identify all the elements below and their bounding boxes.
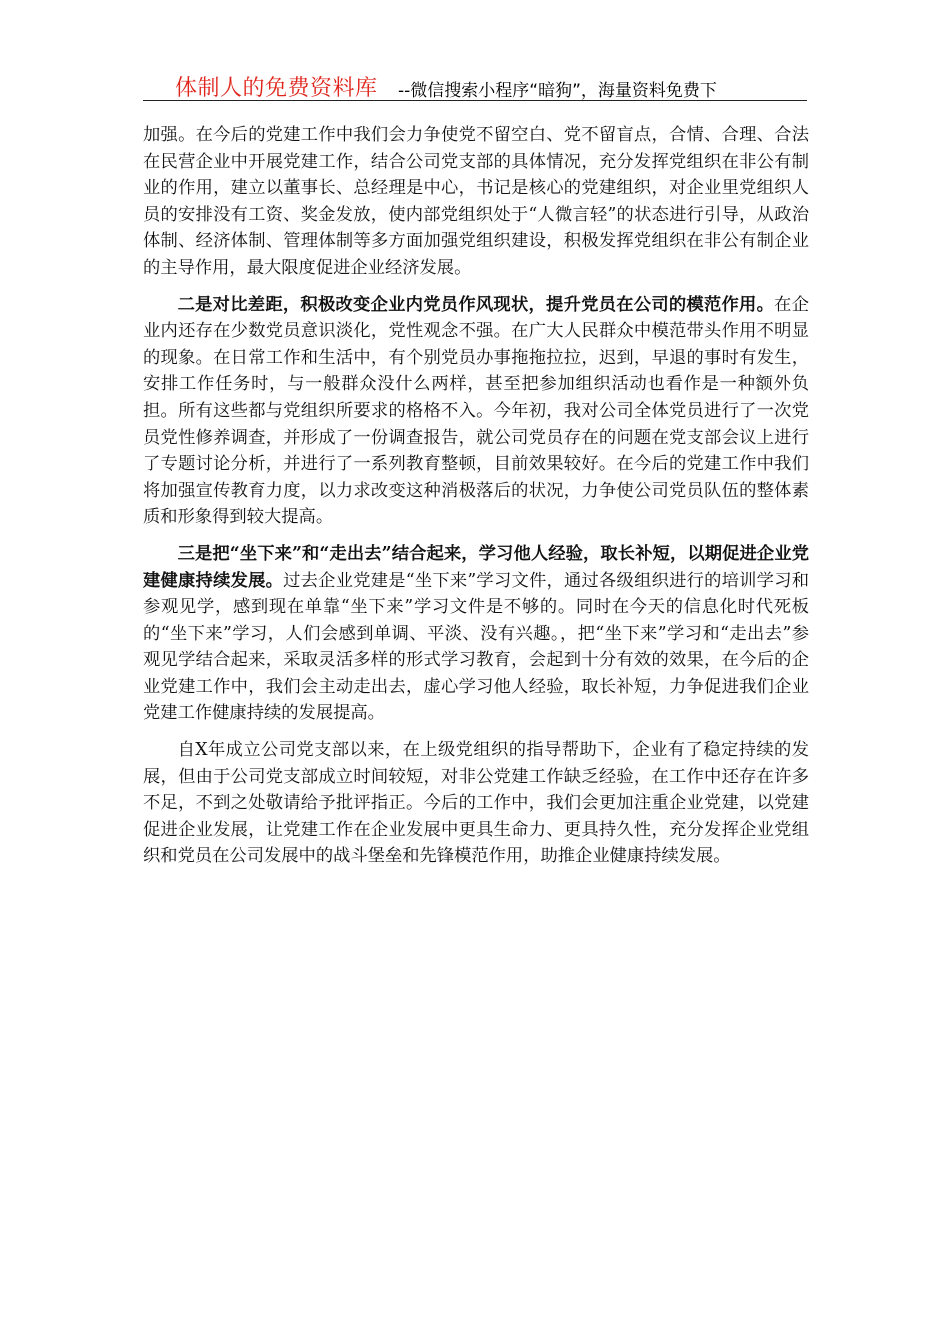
paragraph-4	[143, 737, 809, 870]
paragraph-3	[143, 541, 809, 727]
paragraph-text: 自X年成立公司党支部以来，在上级党组织的指导帮助下，企业有了稳定持续的发展，但由于公司党支部成立时间较短，对非公党建工作缺乏经验，在工作中还存在许多不足，不到之处敬请给予批评指正。今后的工作中，我们会更加注重企业党建，以党建促进企业发展，让党建工作在企业发展中更具生命力、更具持久性，充分发挥企业党组织和党员在公司发展中的战斗堡垒和先锋模范作用，助推企业健康持续发展。	[143, 740, 809, 867]
header-subtitle: --微信搜索小程序“暗狗”，海量资料免费下	[398, 81, 717, 101]
paragraph-text: 在企业内还存在少数党员意识淡化，党性观念不强。在广大人民群众中模范带头作用不明显的现象。在日常工作和生活中，有个别党员办事拖拖拉拉，迟到，早退的事时有发生，安排工作任务时，与一般群众没什么两样，甚至把参加组织活动也看作是一种额外负担。所有这些都与党组织所要求的格格不入。今年初，我对公司全体党员进行了一次党员党性修养调查，并形成了一份调查报告，就公司党员存在的问题在党支部会议上进行了专题讨论分析，并进行了一系列教育整顿，目前效果较好。在今后的党建工作中我们将加强宣传教育力度，以力求改变这种消极落后的状况，力争使公司党员队伍的整体素质和形象得到较大提高。	[143, 294, 809, 528]
paragraph-lead: 三是把“坐下来”和“走出去”结合起来，学习他人经验，取长补短，以期促进企业党建健康持续发展。	[143, 543, 809, 591]
paragraph-lead: 二是对比差距，积极改变企业内党员作风现状，提升党员在公司的模范作用。	[177, 294, 775, 315]
paragraph-text: 加强。在今后的党建工作中我们会力争使党不留空白、党不留盲点，合情、合理、合法在民营企业中开展党建工作，结合公司党支部的具体情况，充分发挥党组织在非公有制业的作用，建立以董事长、总经理是中心，书记是核心的党建组织，对企业里党组织人员的安排没有工资、奖金发放，使内部党组织处于“人微言轻”的状态进行引导，从政治体制、经济体制、管理体制等多方面加强党组织建设，积极发挥党组织在非公有制企业的主导作用，最大限度促进企业经济发展。	[143, 125, 809, 278]
document-body	[143, 122, 809, 880]
paragraph-1	[143, 122, 809, 282]
paragraph-text: 过去企业党建是“坐下来”学习文件，通过各级组织进行的培训学习和参观见学，感到现在单靠“坐下来”学习文件是不够的。同时在今天的信息化时代死板的“坐下来”学习，人们会感到单调、平淡、没有兴趣。，把“坐下来”学习和“走出去”参观见学结合起来，采取灵活多样的形式学习教育，会起到十分有效的效果，在今后的企业党建工作中，我们会主动走出去，虚心学习他人经验，取长补短，力争促进我们企业党建工作健康持续的发展提高。	[143, 570, 809, 724]
header-title: 体制人的免费资料库	[175, 76, 378, 101]
paragraph-2	[143, 292, 809, 531]
page-header	[143, 68, 807, 101]
